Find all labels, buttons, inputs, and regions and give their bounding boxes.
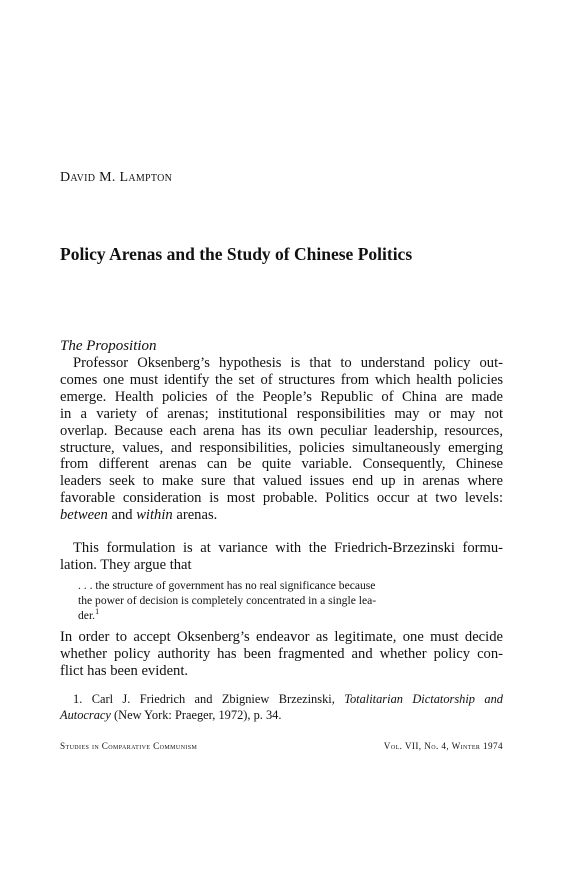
paragraph-line: structure, values, and responsibilities, policies simultaneously emerging <box>60 439 503 456</box>
paragraph-line: This formulation is at variance with the Friedrich-Brzezinski formu- <box>73 540 503 556</box>
paragraph-3 <box>60 629 503 680</box>
paragraph-line: flict has been evident. <box>60 662 189 679</box>
issue-info: Vol. VII, No. 4, Winter 1974 <box>383 741 503 751</box>
footnote-marker: 1 <box>95 607 100 617</box>
footnote-line <box>60 692 503 708</box>
paragraph-line: lation. They argue that <box>60 556 192 573</box>
book-title: Autocracy <box>60 707 111 722</box>
text-fragment: arenas. <box>172 507 218 524</box>
author-name: David M. Lampton <box>60 170 173 185</box>
section-heading: The Proposition <box>60 338 157 354</box>
paragraph-line: In order to accept Oksenberg’s endeavor as legitimate, one must decide <box>60 629 503 645</box>
text-fragment: (New York: Praeger, 1972), p. 34. <box>110 707 282 722</box>
quote-line <box>78 608 478 623</box>
book-title: Totalitarian Dictatorship and <box>344 692 503 706</box>
block-quote <box>78 578 478 623</box>
article-title: Policy Arenas and the Study of Chinese Politics <box>60 244 413 264</box>
emphasis-within: within <box>136 507 173 524</box>
text-fragment: 1. Carl J. Friedrich and Zbigniew Brzezinski, <box>73 692 345 706</box>
text-fragment: and <box>107 507 137 524</box>
journal-name: Studies in Comparative Communism <box>60 741 198 751</box>
paragraph-line: Professor Oksenberg’s hypothesis is that to understand policy out- <box>73 355 503 371</box>
paragraph-line: whether policy authority has been fragmented and whether policy con- <box>60 645 503 662</box>
emphasis-between: between <box>60 507 108 524</box>
footnote-line <box>60 708 503 724</box>
paragraph-line: in a variety of arenas; institutional responsibilities may or may not <box>60 405 503 422</box>
quote-line: . . . the structure of government has no real significance because <box>78 579 376 592</box>
paragraph-line: leaders seek to make sure that valued issues end up in arenas where <box>60 473 503 490</box>
paragraph-line: overlap. Because each arena has its own peculiar leadership, resources, <box>60 422 503 439</box>
paragraph-line: comes one must identify the set of structures from which health policies <box>60 371 503 388</box>
paragraph-line <box>60 507 503 524</box>
paragraph-1 <box>60 355 503 524</box>
paragraph-line: from different arenas can be quite variable. Consequently, Chinese <box>60 456 503 473</box>
text-fragment: der. <box>78 609 96 622</box>
paragraph-line: emerge. Health policies of the People’s Republic of China are made <box>60 388 503 405</box>
footnote <box>60 692 503 723</box>
quote-line: the power of decision is completely concentrated in a single lea- <box>78 594 377 607</box>
paragraph-2 <box>60 540 503 574</box>
paragraph-line: favorable consideration is most probable. Politics occur at two levels: <box>60 490 503 507</box>
